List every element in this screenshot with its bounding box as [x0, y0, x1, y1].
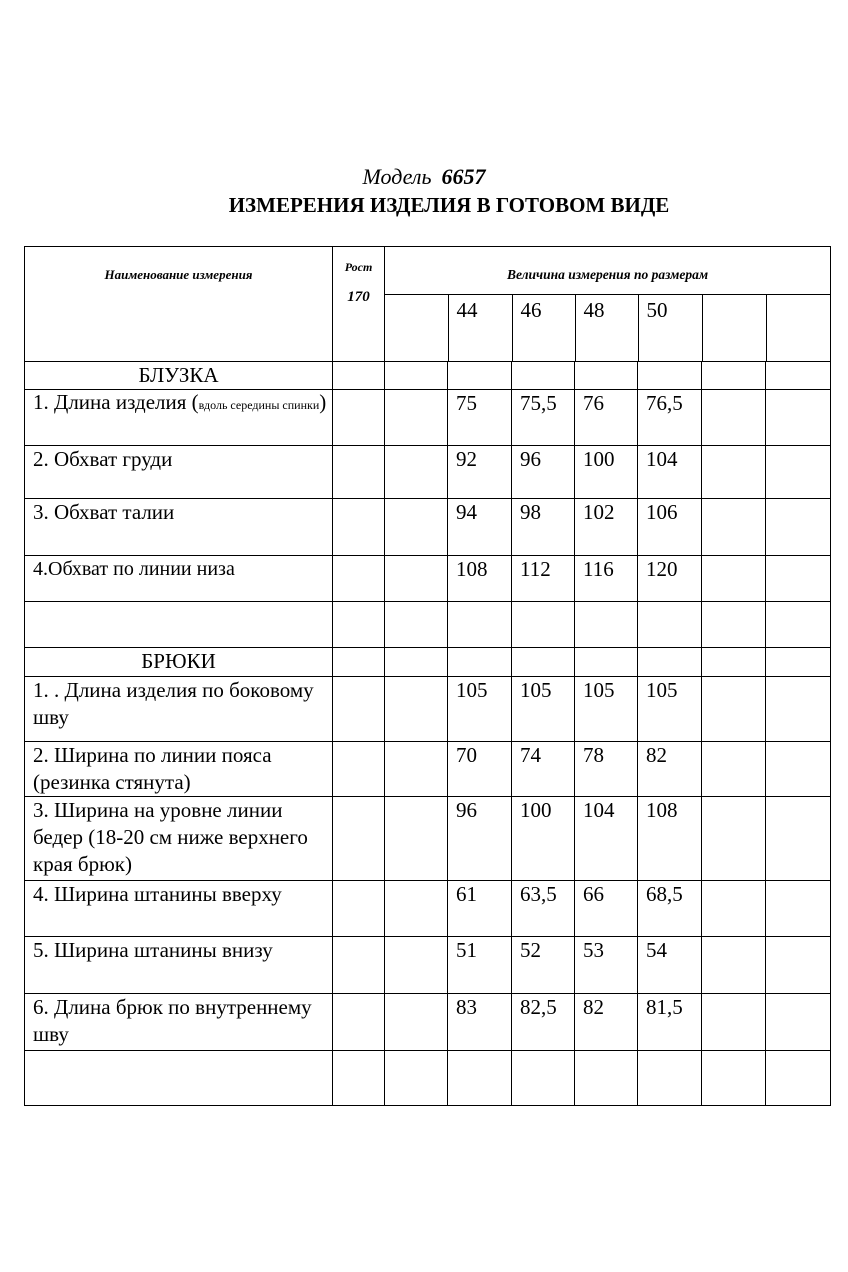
header-rost-cell: [333, 247, 385, 362]
row-value: 105: [512, 677, 575, 742]
row-value: 82: [575, 994, 638, 1051]
header-name-cell: [25, 247, 333, 362]
section-title: БРЮКИ: [25, 648, 333, 677]
size-empty-cell: [702, 295, 766, 361]
table-row: [25, 499, 831, 556]
table-row: [25, 446, 831, 499]
row-value: 108: [638, 797, 702, 881]
row-name: 3. Обхват талии: [25, 499, 333, 556]
row-value: 106: [638, 499, 702, 556]
table-row: [25, 797, 831, 881]
row-value: 82,5: [512, 994, 575, 1051]
row-value: 53: [575, 937, 638, 994]
row-name: 5. Ширина штанины внизу: [25, 937, 333, 994]
row-name: 2. Обхват груди: [25, 446, 333, 499]
row-value: 76,5: [638, 390, 702, 446]
size-empty-cell: [385, 295, 448, 361]
page-title: ИЗМЕРЕНИЯ ИЗДЕЛИЯ В ГОТОВОМ ВИДЕ: [228, 193, 670, 217]
row-value: 120: [638, 556, 702, 602]
row-value: 94: [448, 499, 512, 556]
row-value: 108: [448, 556, 512, 602]
row-value: 66: [575, 881, 638, 937]
row-value: 52: [512, 937, 575, 994]
row-name: 4.Обхват по линии низа: [25, 556, 333, 602]
row-value: 105: [448, 677, 512, 742]
table-row: [25, 556, 831, 602]
header-rost: Рост: [344, 260, 373, 274]
header-row: [25, 247, 831, 362]
table-row: [25, 994, 831, 1051]
row-value: 81,5: [638, 994, 702, 1051]
section-title: БЛУЗКА: [25, 362, 333, 390]
section-row: [25, 648, 831, 677]
row-name: 1. . Длина изделия по боковому шву: [25, 677, 333, 742]
row-name: 4. Ширина штанины вверху: [25, 881, 333, 937]
measurements-table: [24, 246, 831, 1106]
model-number: 6657: [441, 164, 486, 189]
row-value: 61: [448, 881, 512, 937]
row-value: 76: [575, 390, 638, 446]
row-value: 70: [448, 742, 512, 797]
row-value: 100: [575, 446, 638, 499]
size-cell: 48: [575, 295, 638, 361]
row-value: 78: [575, 742, 638, 797]
row-value: 54: [638, 937, 702, 994]
empty-row: [25, 602, 831, 648]
row-value: 63,5: [512, 881, 575, 937]
row-value: 116: [575, 556, 638, 602]
size-cell: 50: [638, 295, 702, 361]
model-line: [0, 164, 848, 190]
row-value: 75: [448, 390, 512, 446]
row-value: 96: [512, 446, 575, 499]
row-value: 98: [512, 499, 575, 556]
row-value: 104: [575, 797, 638, 881]
row-value: 105: [575, 677, 638, 742]
row-value: 104: [638, 446, 702, 499]
table-row: [25, 937, 831, 994]
row-name: 6. Длина брюк по внутреннему шву: [25, 994, 333, 1051]
header-name: Наименование измерения: [104, 267, 253, 282]
row-value: 82: [638, 742, 702, 797]
table-row: [25, 881, 831, 937]
row-value: 83: [448, 994, 512, 1051]
row-name: 2. Ширина по линии пояса (резинка стянута): [25, 742, 333, 797]
header-sizes: Величина измерения по размерам: [385, 247, 830, 295]
page-title-wrap: [0, 193, 848, 218]
table-row: [25, 390, 831, 446]
row-value: 51: [448, 937, 512, 994]
empty-row: [25, 1051, 831, 1106]
row-value: 75,5: [512, 390, 575, 446]
size-cell: 46: [512, 295, 575, 361]
row-value: 105: [638, 677, 702, 742]
size-empty-cell: [766, 295, 831, 361]
table-row: [25, 742, 831, 797]
header-sizes-cell: [385, 247, 831, 362]
row-value: 100: [512, 797, 575, 881]
row-value: 74: [512, 742, 575, 797]
size-cell: 44: [448, 295, 512, 361]
row-value: 112: [512, 556, 575, 602]
row-value: 96: [448, 797, 512, 881]
row-name: 3. Ширина на уровне линии бедер (18-20 см ниже верхнего края брюк): [25, 797, 333, 881]
rost-value: 170: [347, 289, 370, 305]
row-value: 68,5: [638, 881, 702, 937]
row-value: 92: [448, 446, 512, 499]
table-row: [25, 677, 831, 742]
section-row: [25, 362, 831, 390]
model-label: Модель: [362, 164, 432, 189]
row-name: 1. Длина изделия (вдоль середины спинки): [25, 390, 333, 446]
row-value: 102: [575, 499, 638, 556]
